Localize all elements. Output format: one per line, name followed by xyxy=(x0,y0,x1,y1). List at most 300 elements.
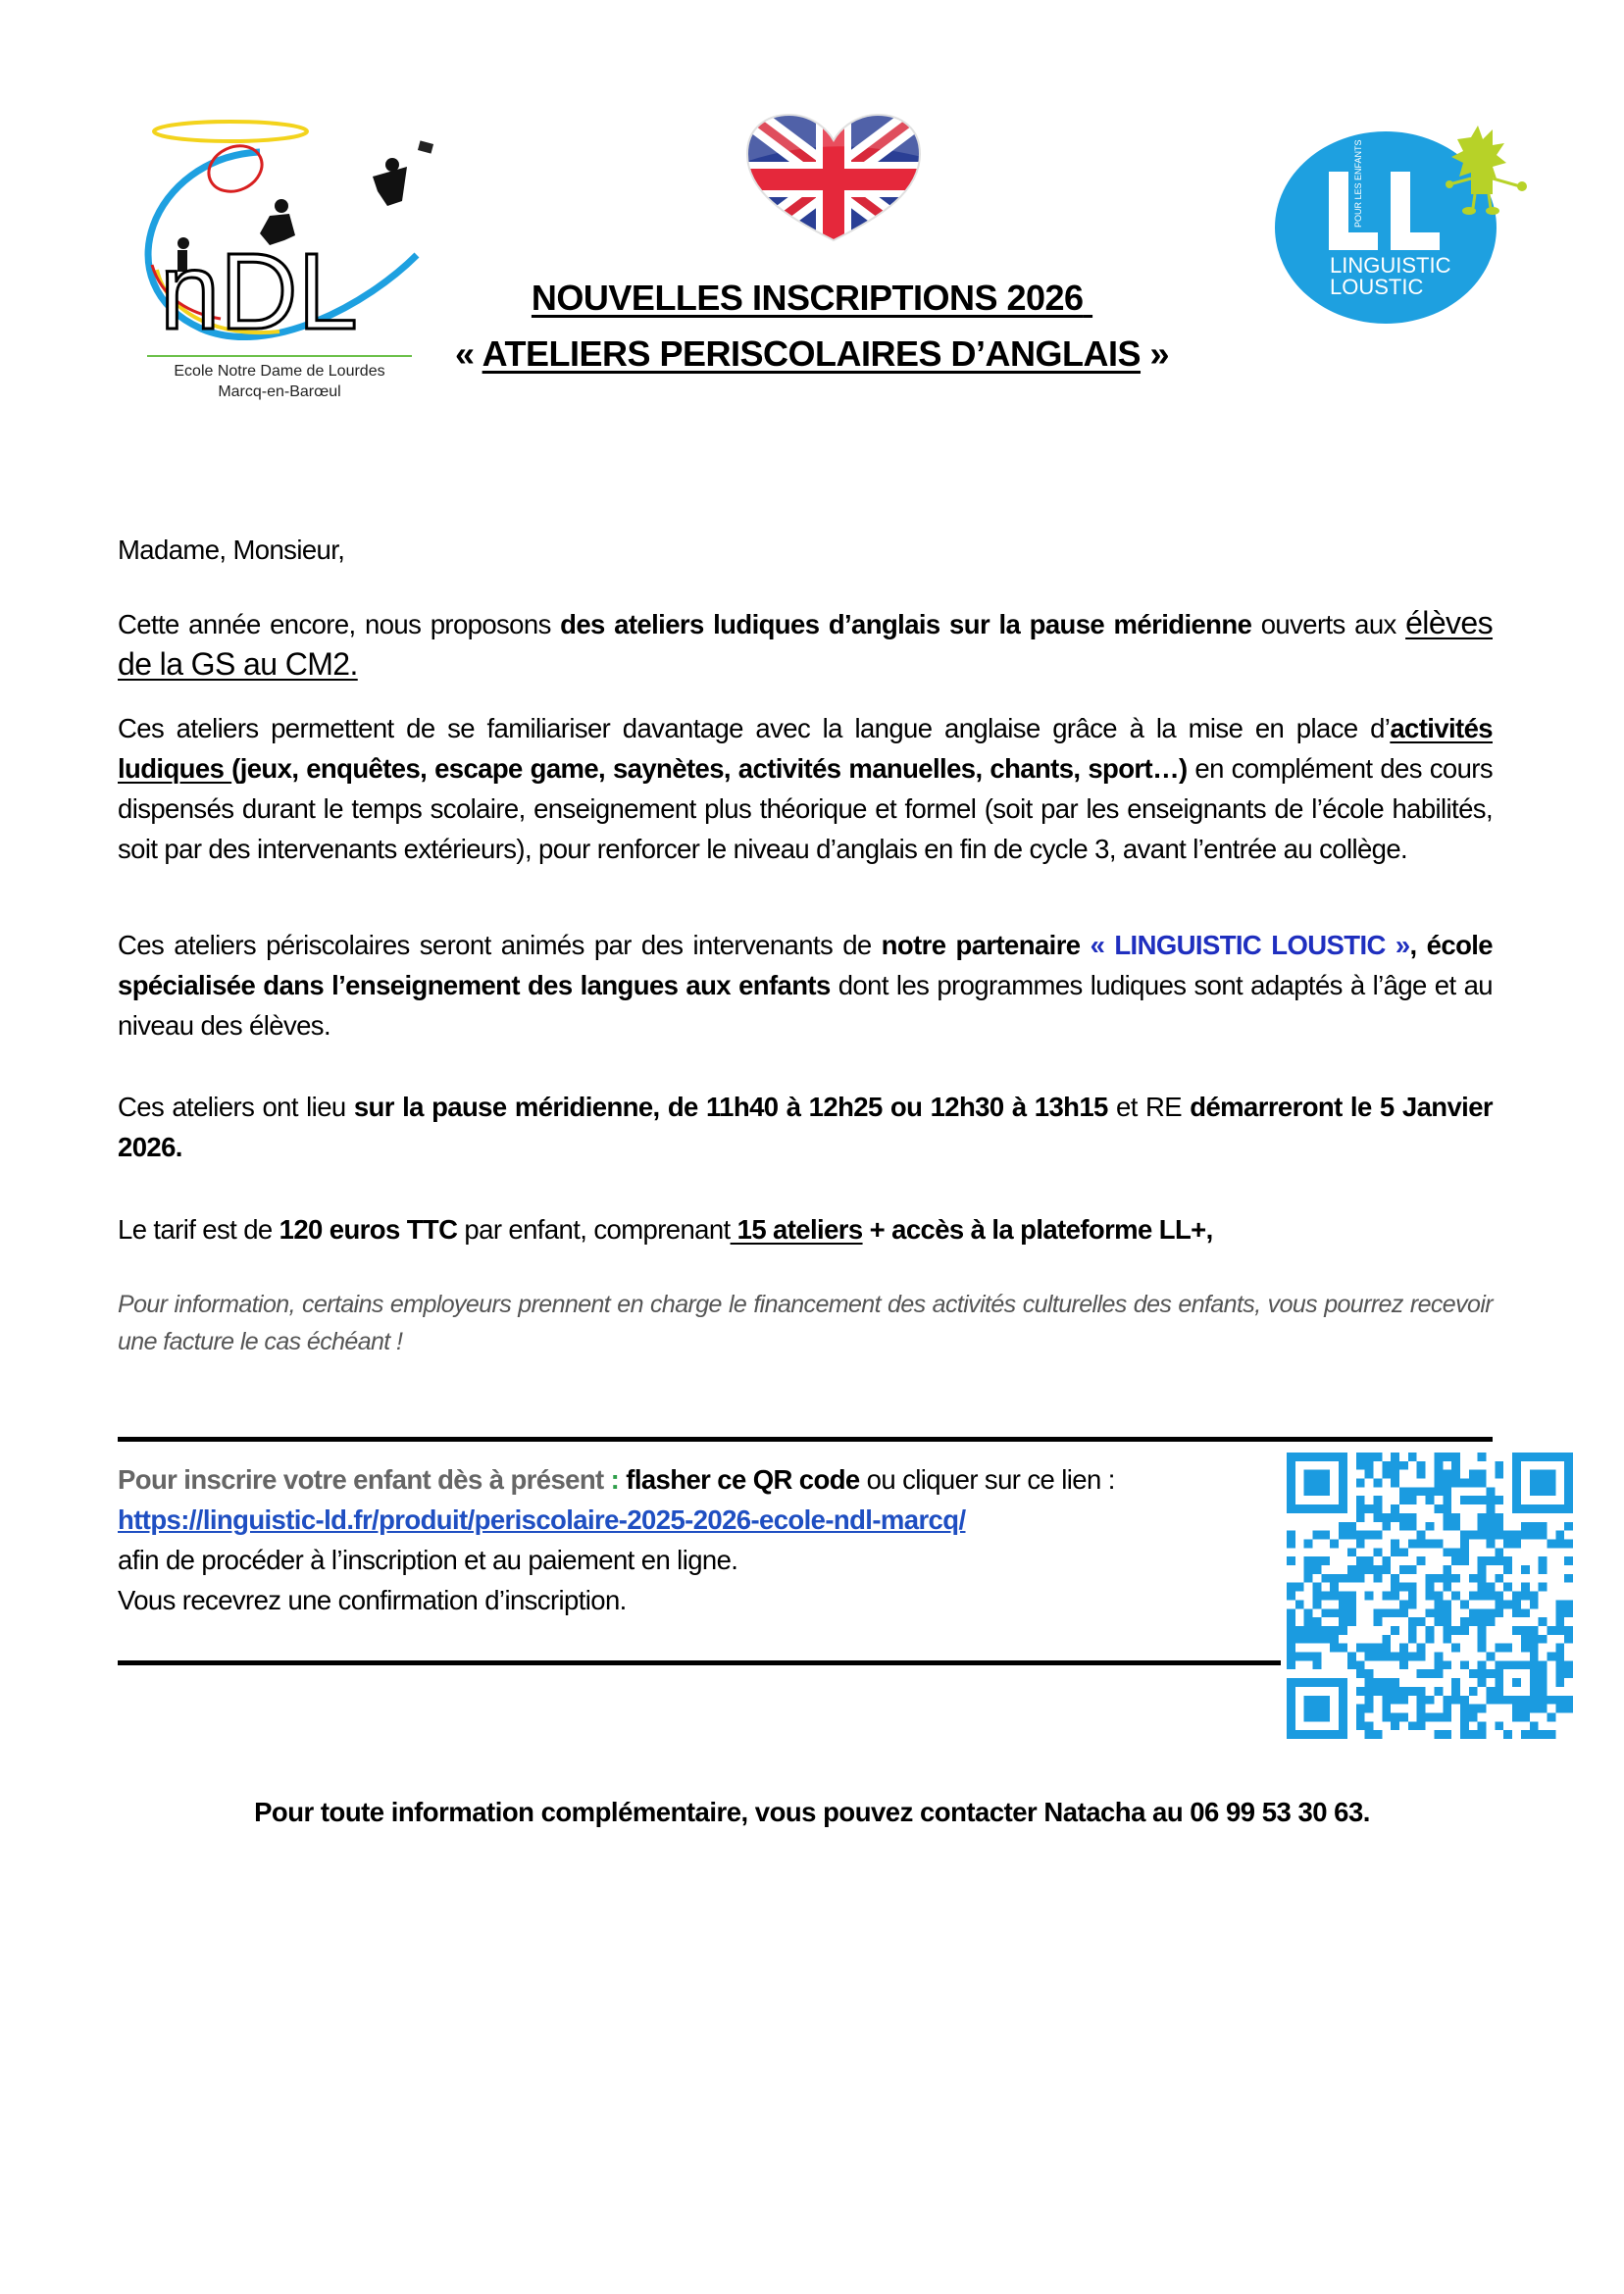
qr-module xyxy=(1443,1504,1451,1513)
qr-module xyxy=(1287,1504,1295,1513)
qr-module xyxy=(1460,1556,1469,1565)
qr-module xyxy=(1512,1487,1521,1496)
qr-module xyxy=(1382,1696,1391,1705)
qr-module xyxy=(1469,1479,1478,1488)
qr-module xyxy=(1408,1635,1417,1644)
qr-module xyxy=(1443,1617,1451,1626)
qr-module xyxy=(1330,1644,1339,1653)
qr-module xyxy=(1313,1479,1322,1488)
qr-module xyxy=(1530,1653,1539,1661)
qr-module xyxy=(1426,1522,1435,1531)
qr-module xyxy=(1365,1678,1374,1687)
divider-bottom xyxy=(118,1660,1281,1665)
qr-module xyxy=(1382,1644,1391,1653)
qr-module xyxy=(1391,1712,1399,1721)
qr-module xyxy=(1399,1644,1408,1653)
qr-module xyxy=(1313,1705,1322,1713)
qr-module xyxy=(1564,1626,1573,1635)
qr-module xyxy=(1287,1644,1295,1653)
svg-text:LOUSTIC: LOUSTIC xyxy=(1330,275,1424,299)
qr-module xyxy=(1443,1496,1451,1504)
qr-module xyxy=(1417,1653,1426,1661)
qr-module xyxy=(1451,1453,1460,1461)
qr-module xyxy=(1539,1556,1548,1565)
qr-module xyxy=(1443,1548,1451,1556)
qr-module xyxy=(1339,1504,1347,1513)
qr-module xyxy=(1434,1669,1443,1678)
qr-module xyxy=(1287,1712,1295,1721)
qr-module xyxy=(1408,1617,1417,1626)
qr-module xyxy=(1564,1487,1573,1496)
qr-module xyxy=(1287,1721,1295,1730)
qr-module xyxy=(1434,1592,1443,1601)
text: : xyxy=(610,1464,620,1495)
qr-module xyxy=(1478,1678,1487,1687)
qr-module xyxy=(1373,1653,1382,1661)
qr-module xyxy=(1460,1660,1469,1669)
qr-module xyxy=(1426,1583,1435,1592)
title-line-1: NOUVELLES INSCRIPTIONS 2026 xyxy=(531,278,1084,318)
qr-module xyxy=(1564,1453,1573,1461)
qr-module xyxy=(1356,1644,1365,1653)
qr-module xyxy=(1391,1608,1399,1617)
page-subtitle xyxy=(147,333,1477,375)
qr-module xyxy=(1391,1513,1399,1522)
qr-module xyxy=(1321,1479,1330,1488)
qr-module xyxy=(1391,1461,1399,1470)
qr-module xyxy=(1426,1696,1435,1705)
qr-module xyxy=(1434,1653,1443,1661)
qr-module xyxy=(1530,1504,1539,1513)
qr-module xyxy=(1512,1504,1521,1513)
qr-module xyxy=(1417,1687,1426,1696)
qr-module xyxy=(1460,1479,1469,1488)
qr-module xyxy=(1391,1721,1399,1730)
qr-module xyxy=(1434,1608,1443,1617)
qr-module xyxy=(1382,1470,1391,1479)
qr-module xyxy=(1391,1548,1399,1556)
qr-module xyxy=(1295,1504,1304,1513)
qr-module xyxy=(1521,1565,1530,1574)
qr-module xyxy=(1330,1635,1339,1644)
qr-module xyxy=(1530,1531,1539,1540)
qr-module xyxy=(1408,1721,1417,1730)
qr-module xyxy=(1512,1470,1521,1479)
qr-module xyxy=(1347,1522,1356,1531)
qr-module xyxy=(1495,1608,1503,1617)
qr-module xyxy=(1391,1453,1399,1461)
qr-module xyxy=(1426,1635,1435,1644)
qr-module xyxy=(1521,1608,1530,1617)
qr-module xyxy=(1339,1626,1347,1635)
uk-flag-heart-icon xyxy=(745,113,922,245)
qr-module xyxy=(1408,1513,1417,1522)
qr-module xyxy=(1555,1653,1564,1661)
qr-module xyxy=(1434,1660,1443,1669)
qr-module xyxy=(1478,1730,1487,1739)
qr-module xyxy=(1469,1669,1478,1678)
qr-module xyxy=(1313,1660,1322,1669)
qr-module xyxy=(1495,1496,1503,1504)
qr-module xyxy=(1287,1531,1295,1540)
qr-module xyxy=(1521,1712,1530,1721)
qr-module xyxy=(1347,1592,1356,1601)
qr-module xyxy=(1365,1470,1374,1479)
qr-module xyxy=(1478,1592,1487,1601)
qr-module xyxy=(1373,1513,1382,1522)
text: Ces ateliers périscolaires seront animés par des intervenants de xyxy=(118,930,882,960)
qr-module xyxy=(1469,1730,1478,1739)
qr-module xyxy=(1287,1705,1295,1713)
qr-module xyxy=(1417,1644,1426,1653)
qr-module xyxy=(1304,1653,1313,1661)
qr-module xyxy=(1487,1556,1496,1565)
qr-instruction: flasher ce QR code xyxy=(619,1464,860,1495)
qr-module xyxy=(1339,1617,1347,1626)
qr-module xyxy=(1503,1644,1512,1653)
qr-module xyxy=(1391,1687,1399,1696)
qr-module xyxy=(1443,1600,1451,1608)
qr-module xyxy=(1287,1696,1295,1705)
qr-module xyxy=(1495,1556,1503,1565)
qr-module xyxy=(1564,1705,1573,1713)
text: par enfant, comprenant xyxy=(457,1214,731,1245)
qr-module xyxy=(1503,1583,1512,1592)
qr-module xyxy=(1564,1556,1573,1565)
qr-module xyxy=(1547,1696,1555,1705)
paragraph-intro xyxy=(118,603,1493,686)
qr-module xyxy=(1399,1660,1408,1669)
qr-module xyxy=(1373,1504,1382,1513)
qr-module xyxy=(1356,1574,1365,1583)
qr-module xyxy=(1321,1705,1330,1713)
qr-module xyxy=(1373,1644,1382,1653)
qr-module xyxy=(1313,1730,1322,1739)
qr-module xyxy=(1512,1696,1521,1705)
quote-open: « xyxy=(454,333,482,374)
qr-module xyxy=(1313,1531,1322,1540)
qr-module xyxy=(1469,1470,1478,1479)
qr-module xyxy=(1539,1487,1548,1496)
qr-module xyxy=(1426,1669,1435,1678)
qr-module xyxy=(1313,1592,1322,1601)
price: 120 euros TTC xyxy=(279,1214,458,1245)
employer-funding-note: Pour information, certains employeurs prennent en charge le financement des activités culturelles des enfants, vous pourrez recevoir une facture le cas échéant ! xyxy=(118,1291,1493,1355)
qr-module xyxy=(1469,1496,1478,1504)
qr-module xyxy=(1512,1626,1521,1635)
qr-module xyxy=(1460,1730,1469,1739)
qr-module xyxy=(1555,1617,1564,1626)
qr-module xyxy=(1443,1479,1451,1488)
qr-module xyxy=(1547,1653,1555,1661)
emphasis-underlined: activités ludiques xyxy=(118,713,1493,784)
qr-module xyxy=(1356,1496,1365,1504)
qr-module xyxy=(1304,1712,1313,1721)
qr-module xyxy=(1321,1504,1330,1513)
qr-module xyxy=(1530,1592,1539,1601)
qr-module xyxy=(1356,1721,1365,1730)
qr-module xyxy=(1330,1626,1339,1635)
qr-module xyxy=(1451,1678,1460,1687)
qr-module xyxy=(1503,1730,1512,1739)
qr-module xyxy=(1564,1461,1573,1470)
page-title xyxy=(118,278,1506,319)
qr-module xyxy=(1451,1548,1460,1556)
qr-module xyxy=(1347,1565,1356,1574)
qr-code-icon[interactable] xyxy=(1287,1453,1573,1739)
qr-module xyxy=(1478,1496,1487,1504)
svg-text:nDL: nDL xyxy=(160,231,358,352)
qr-module xyxy=(1356,1565,1365,1574)
qr-module xyxy=(1539,1479,1548,1488)
divider-top xyxy=(118,1437,1493,1442)
qr-module xyxy=(1539,1687,1548,1696)
qr-module xyxy=(1478,1617,1487,1626)
qr-module xyxy=(1503,1556,1512,1565)
text: Ces ateliers ont lieu xyxy=(118,1092,354,1122)
qr-module xyxy=(1304,1453,1313,1461)
qr-module xyxy=(1443,1696,1451,1705)
registration-link[interactable]: https://linguistic-ld.fr/produit/periscolaire-2025-2026-ecole-ndl-marcq/ xyxy=(118,1504,966,1535)
qr-module xyxy=(1287,1608,1295,1617)
qr-module xyxy=(1356,1705,1365,1713)
qr-module xyxy=(1287,1470,1295,1479)
qr-module xyxy=(1478,1479,1487,1488)
qr-module xyxy=(1365,1556,1374,1565)
qr-module xyxy=(1487,1539,1496,1548)
qr-module xyxy=(1460,1626,1469,1635)
qr-module xyxy=(1530,1644,1539,1653)
qr-module xyxy=(1339,1608,1347,1617)
qr-module xyxy=(1365,1592,1374,1601)
qr-module xyxy=(1530,1730,1539,1739)
qr-module xyxy=(1434,1479,1443,1488)
qr-module xyxy=(1512,1539,1521,1548)
qr-module xyxy=(1382,1678,1391,1687)
qr-module xyxy=(1339,1487,1347,1496)
qr-module xyxy=(1521,1522,1530,1531)
qr-module xyxy=(1373,1730,1382,1739)
qr-module xyxy=(1495,1687,1503,1696)
qr-module xyxy=(1555,1608,1564,1617)
qr-module xyxy=(1555,1531,1564,1540)
qr-module xyxy=(1443,1626,1451,1635)
start-date: démarreront le 5 Janvier 2026. xyxy=(118,1092,1494,1162)
qr-module xyxy=(1460,1539,1469,1548)
qr-module xyxy=(1417,1539,1426,1548)
qr-module xyxy=(1382,1565,1391,1574)
qr-module xyxy=(1287,1687,1295,1696)
qr-module xyxy=(1443,1470,1451,1479)
qr-module xyxy=(1313,1565,1322,1574)
qr-module xyxy=(1417,1531,1426,1540)
paragraph-activities xyxy=(118,708,1493,869)
qr-module xyxy=(1451,1556,1460,1565)
paragraph-schedule xyxy=(118,1087,1493,1167)
qr-module xyxy=(1469,1574,1478,1583)
qr-module xyxy=(1539,1565,1548,1574)
qr-module xyxy=(1521,1531,1530,1540)
qr-module xyxy=(1555,1705,1564,1713)
qr-module xyxy=(1539,1635,1548,1644)
qr-module xyxy=(1408,1539,1417,1548)
qr-module xyxy=(1365,1705,1374,1713)
qr-module xyxy=(1539,1453,1548,1461)
qr-module xyxy=(1539,1531,1548,1540)
qr-module xyxy=(1451,1626,1460,1635)
qr-module xyxy=(1399,1687,1408,1696)
qr-module xyxy=(1356,1453,1365,1461)
title-line-2: ATELIERS PERISCOLAIRES D’ANGLAIS xyxy=(482,333,1142,374)
qr-module xyxy=(1460,1617,1469,1626)
quote-close: » xyxy=(1141,333,1170,374)
qr-module xyxy=(1356,1461,1365,1470)
qr-module xyxy=(1512,1479,1521,1488)
qr-module xyxy=(1478,1453,1487,1461)
qr-module xyxy=(1382,1461,1391,1470)
qr-module xyxy=(1391,1583,1399,1592)
qr-module xyxy=(1382,1608,1391,1617)
qr-module xyxy=(1321,1626,1330,1635)
qr-module xyxy=(1521,1730,1530,1739)
qr-module xyxy=(1313,1487,1322,1496)
registration-line-4: Vous recevrez une confirmation d’inscription. xyxy=(118,1585,627,1615)
qr-module xyxy=(1382,1653,1391,1661)
emphasis: notre partenaire xyxy=(881,930,1091,960)
qr-module xyxy=(1321,1592,1330,1601)
qr-module xyxy=(1382,1556,1391,1565)
qr-module xyxy=(1321,1574,1330,1583)
qr-module xyxy=(1287,1678,1295,1687)
qr-module xyxy=(1417,1705,1426,1713)
qr-module xyxy=(1365,1687,1374,1696)
qr-module xyxy=(1287,1461,1295,1470)
qr-module xyxy=(1339,1705,1347,1713)
qr-module xyxy=(1347,1608,1356,1617)
qr-module xyxy=(1564,1669,1573,1678)
qr-module xyxy=(1460,1721,1469,1730)
qr-module xyxy=(1539,1669,1548,1678)
qr-module xyxy=(1495,1592,1503,1601)
qr-module xyxy=(1495,1721,1503,1730)
svg-text:POUR LES ENFANTS: POUR LES ENFANTS xyxy=(1353,139,1363,228)
qr-module xyxy=(1478,1522,1487,1531)
qr-module xyxy=(1434,1617,1443,1626)
qr-module xyxy=(1495,1600,1503,1608)
qr-module xyxy=(1399,1548,1408,1556)
qr-module xyxy=(1382,1687,1391,1696)
qr-module xyxy=(1347,1617,1356,1626)
qr-module xyxy=(1487,1496,1496,1504)
qr-module xyxy=(1399,1712,1408,1721)
qr-module xyxy=(1365,1653,1374,1661)
qr-module xyxy=(1313,1635,1322,1644)
qr-module xyxy=(1495,1522,1503,1531)
qr-module xyxy=(1547,1504,1555,1513)
qr-module xyxy=(1399,1565,1408,1574)
qr-module xyxy=(1417,1470,1426,1479)
qr-module xyxy=(1564,1635,1573,1644)
qr-module xyxy=(1373,1548,1382,1556)
qr-module xyxy=(1313,1556,1322,1565)
target-grades: élèves de la GS au CM2. xyxy=(118,605,1494,682)
qr-module xyxy=(1555,1504,1564,1513)
qr-module xyxy=(1530,1705,1539,1713)
qr-module xyxy=(1521,1705,1530,1713)
qr-module xyxy=(1487,1687,1496,1696)
qr-module xyxy=(1530,1453,1539,1461)
qr-module xyxy=(1460,1600,1469,1608)
qr-module xyxy=(1417,1461,1426,1470)
qr-module xyxy=(1512,1600,1521,1608)
qr-module xyxy=(1555,1660,1564,1669)
qr-module xyxy=(1365,1644,1374,1653)
qr-module xyxy=(1365,1730,1374,1739)
partner-name: « LINGUISTIC LOUSTIC » xyxy=(1090,930,1410,960)
qr-module xyxy=(1304,1504,1313,1513)
qr-module xyxy=(1321,1678,1330,1687)
qr-module xyxy=(1555,1696,1564,1705)
qr-module xyxy=(1530,1721,1539,1730)
qr-module xyxy=(1399,1653,1408,1661)
qr-module xyxy=(1460,1548,1469,1556)
school-name: Ecole Notre Dame de Lourdes xyxy=(174,363,385,380)
qr-module xyxy=(1295,1600,1304,1608)
qr-module xyxy=(1373,1678,1382,1687)
qr-module xyxy=(1487,1504,1496,1513)
qr-module xyxy=(1451,1470,1460,1479)
qr-module xyxy=(1313,1678,1322,1687)
qr-module xyxy=(1426,1712,1435,1721)
qr-module xyxy=(1495,1574,1503,1583)
qr-module xyxy=(1451,1644,1460,1653)
qr-module xyxy=(1512,1712,1521,1721)
qr-module xyxy=(1391,1470,1399,1479)
qr-module xyxy=(1434,1539,1443,1548)
qr-module xyxy=(1382,1513,1391,1522)
qr-module xyxy=(1287,1626,1295,1635)
qr-module xyxy=(1391,1539,1399,1548)
qr-module xyxy=(1417,1669,1426,1678)
qr-module xyxy=(1460,1712,1469,1721)
qr-module xyxy=(1304,1696,1313,1705)
qr-module xyxy=(1495,1660,1503,1669)
qr-module xyxy=(1478,1565,1487,1574)
registration-block xyxy=(118,1459,1275,1620)
qr-module xyxy=(1512,1678,1521,1687)
qr-module xyxy=(1330,1608,1339,1617)
qr-module xyxy=(1555,1539,1564,1548)
qr-module xyxy=(1330,1539,1339,1548)
qr-module xyxy=(1321,1453,1330,1461)
qr-module xyxy=(1547,1453,1555,1461)
qr-module xyxy=(1347,1653,1356,1661)
platform-access: + accès à la plateforme LL+, xyxy=(862,1214,1213,1245)
qr-module xyxy=(1451,1513,1460,1522)
qr-module xyxy=(1443,1712,1451,1721)
qr-module xyxy=(1564,1479,1573,1488)
qr-module xyxy=(1443,1565,1451,1574)
qr-module xyxy=(1295,1626,1304,1635)
qr-module xyxy=(1443,1487,1451,1496)
qr-module xyxy=(1287,1539,1295,1548)
qr-module xyxy=(1408,1592,1417,1601)
qr-module xyxy=(1426,1592,1435,1601)
qr-module xyxy=(1365,1531,1374,1540)
qr-module xyxy=(1434,1712,1443,1721)
qr-module xyxy=(1408,1653,1417,1661)
qr-module xyxy=(1478,1721,1487,1730)
